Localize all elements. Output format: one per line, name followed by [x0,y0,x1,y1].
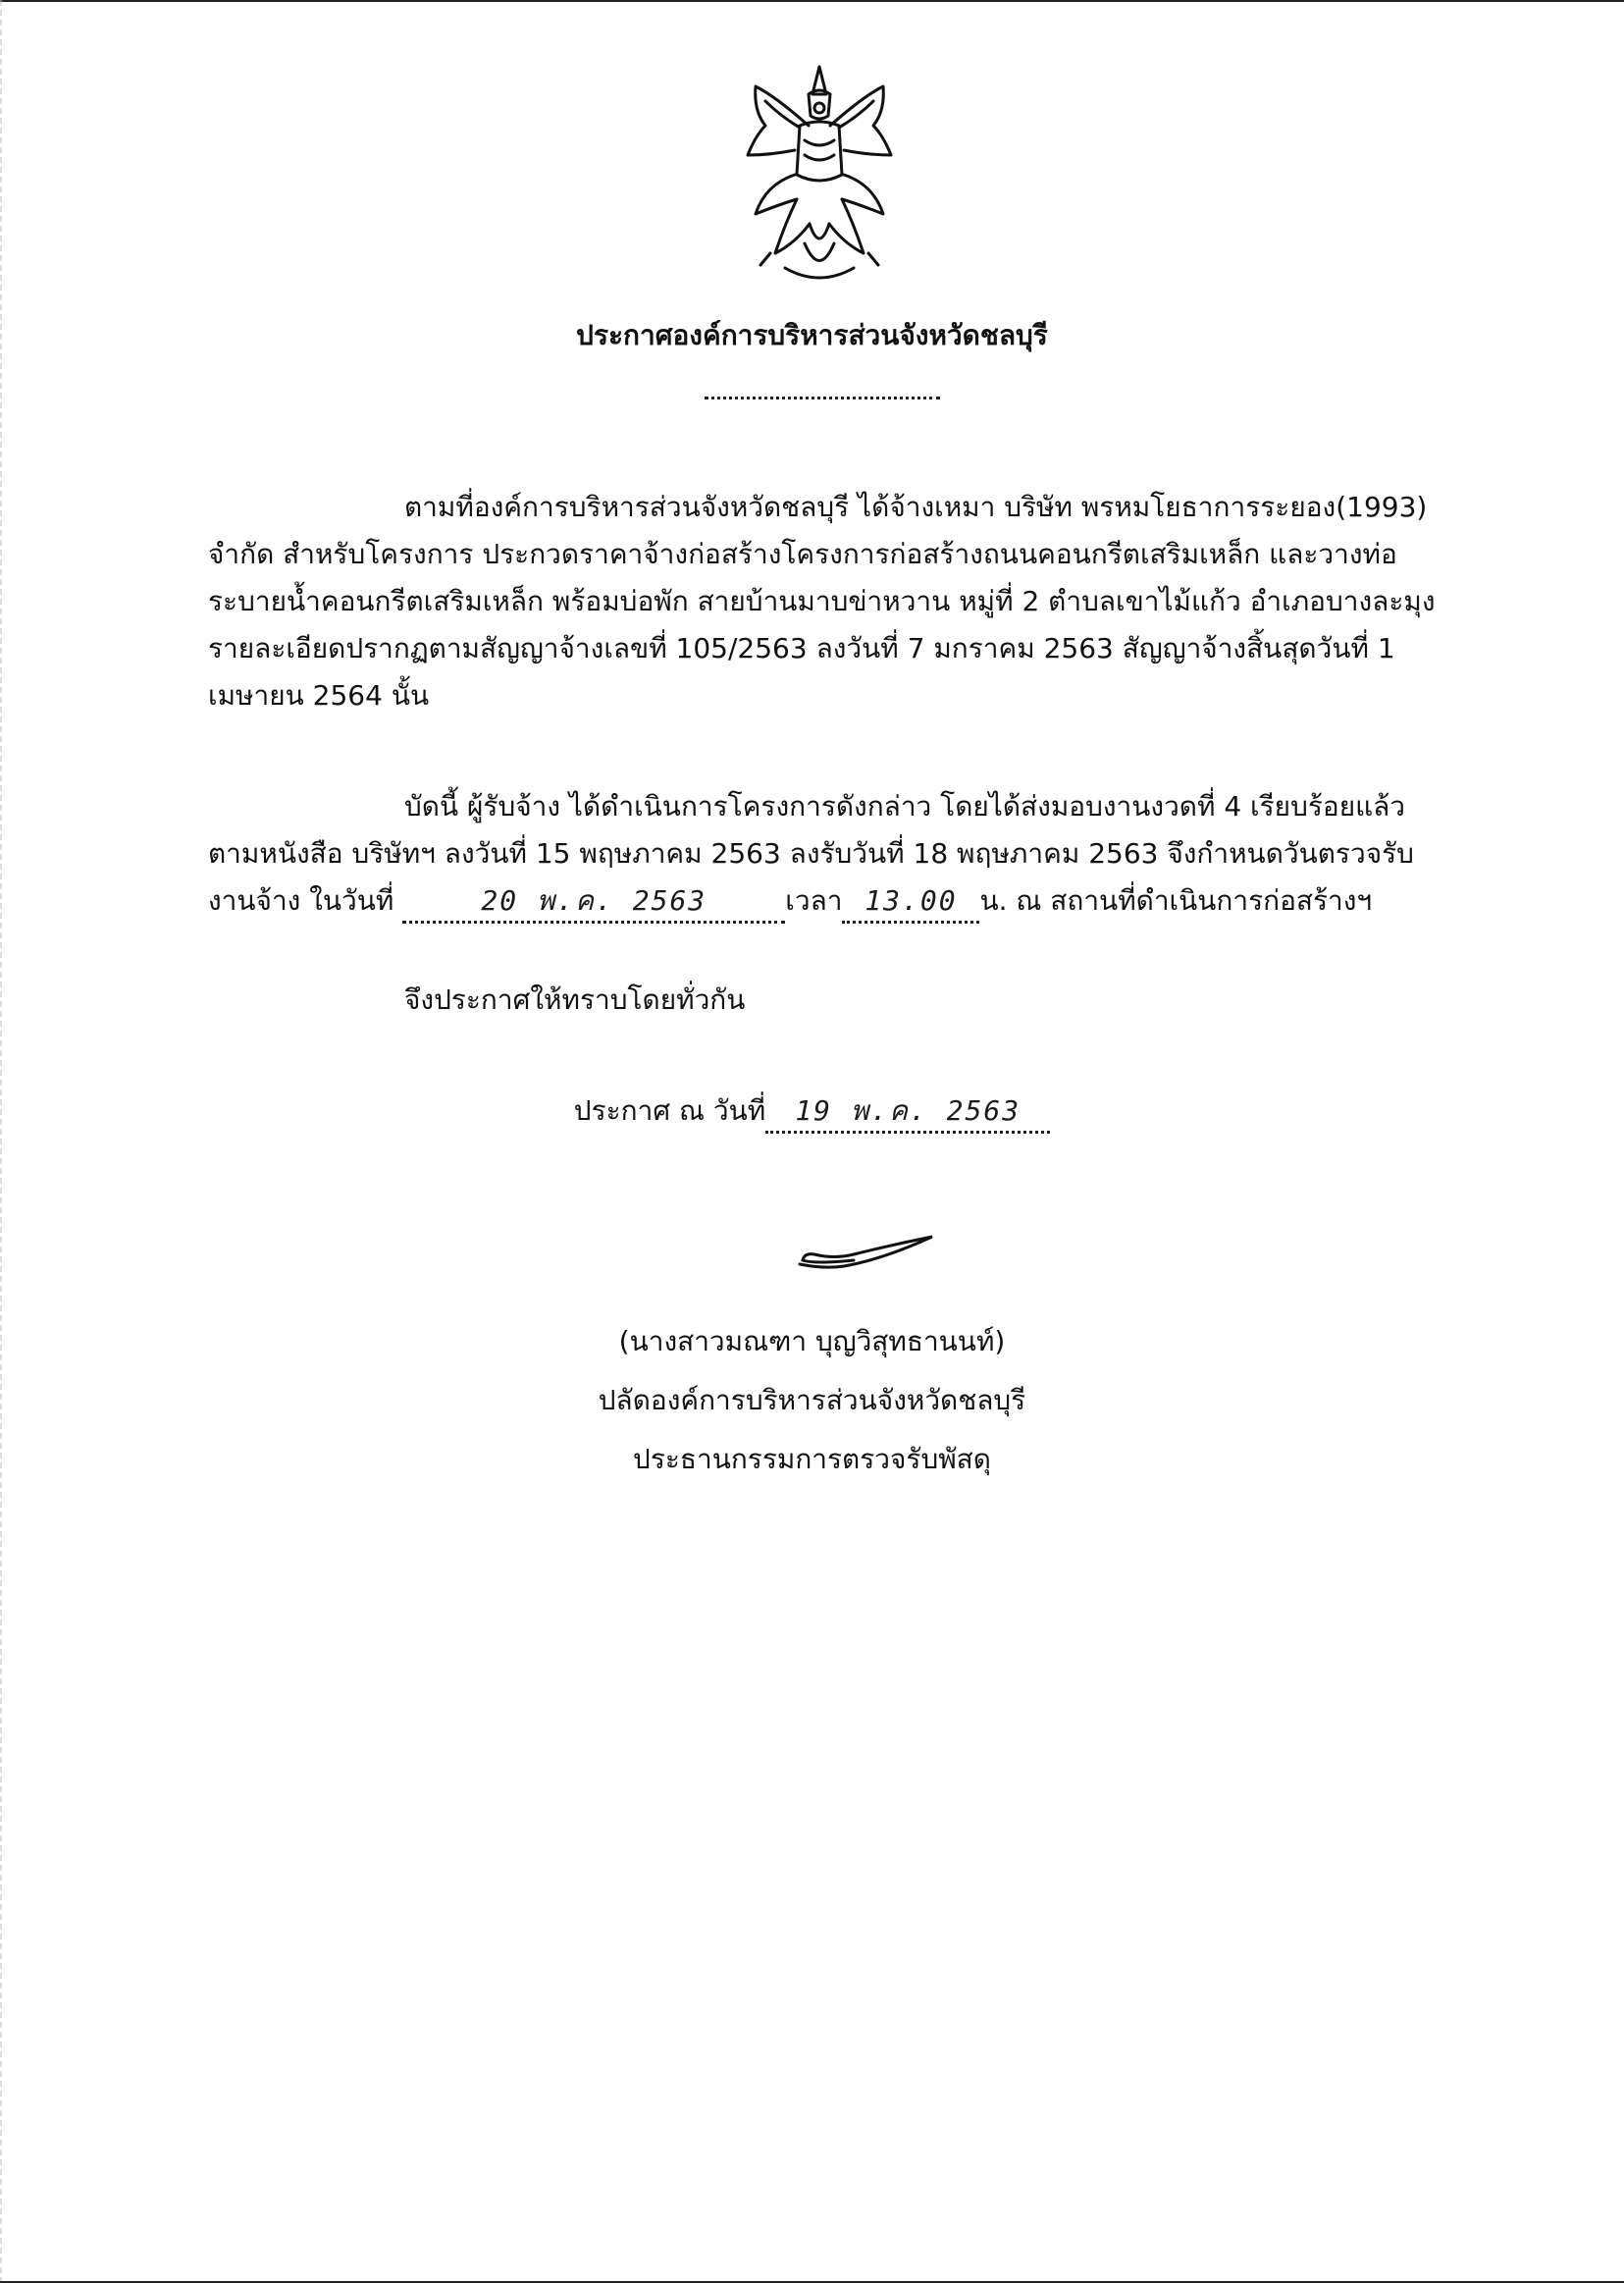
paragraph-line: จำกัด สำหรับโครงการ ประกวดราคาจ้างก่อสร้างโครงการก่อสร้างถนนคอนกรีตเสริมเหล็ก และวางท่อ [208,538,1397,570]
inspection-date-label: งานจ้าง ในวันที่ [208,884,394,917]
top-edge [0,0,1624,2]
signer-name: (นางสาวมณฑา บุญวิสุทธานนท์) [618,1325,1006,1357]
announcement-date-handwritten: 19 พ.ค. 2563 [765,1091,1050,1134]
title-divider [705,397,940,399]
inspection-date-handwritten: 20 พ.ค. 2563 [402,881,785,924]
announcement-date-label: ประกาศ ณ วันที่ [573,1094,766,1127]
announcement-date-row [0,1089,1624,1134]
document-title: ประกาศองค์การบริหารส่วนจังหวัดชลบุรี [576,319,1048,351]
paragraph-line: ระบายน้ำคอนกรีตเสริมเหล็ก พร้อมบ่อพัก สายบ้านมาบข่าหวาน หมู่ที่ 2 ตำบลเขาไม้แก้ว อำเภอบางละมุง [208,585,1436,617]
paragraph-line: เมษายน 2564 นั้น [208,679,430,712]
paragraph-delivery [208,783,1444,925]
paragraph-closing [208,977,1444,1024]
signer-position: ปลัดองค์การบริหารส่วนจังหวัดชลบุรี [598,1384,1026,1416]
signature-mark [795,1225,942,1284]
inspection-location: น. ณ สถานที่ดำเนินการก่อสร้างฯ [979,884,1373,917]
inspection-time-label: เวลา [785,884,843,917]
paragraph-line: ตามหนังสือ บริษัทฯ ลงวันที่ 15 พฤษภาคม 2563 ลงรับวันที่ 18 พฤษภาคม 2563 จึงกำหนดวันตรวจรับ [208,837,1414,870]
paragraph-contract [208,484,1444,719]
paragraph-line: บัดนี้ ผู้รับจ้าง ได้ดำเนินการโครงการดังกล่าว โดยได้ส่งมอบงานงวดที่ 4 เรียบร้อยแล้ว [404,790,1406,823]
paragraph-line: จึงประกาศให้ทราบโดยทั่วกัน [404,983,746,1016]
paragraph-line: รายละเอียดปรากฏตามสัญญาจ้างเลขที่ 105/2563 ลงวันที่ 7 มกราคม 2563 สัญญาจ้างสิ้นสุดวันที่ 1 [208,632,1395,664]
signer-committee-role: ประธานกรรมการตรวจรับพัสดุ [633,1443,991,1475]
garuda-emblem-icon [726,57,913,292]
paragraph-line-inspection [208,877,1444,925]
inspection-time-handwritten: 13.00 [842,881,979,924]
paragraph-line: ตามที่องค์การบริหารส่วนจังหวัดชลบุรี ได้จ้างเหมา บริษัท พรหมโยธาการระยอง(1993) [404,491,1428,523]
